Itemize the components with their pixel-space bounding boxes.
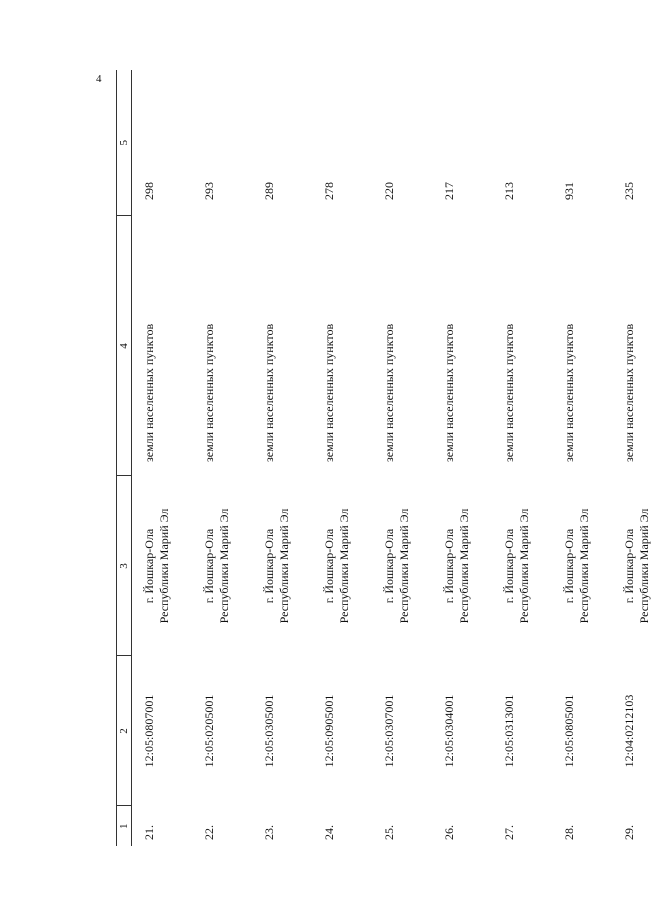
- table-row: [192, 70, 252, 846]
- area-value: 213: [502, 182, 516, 200]
- row-number: 22.: [202, 825, 216, 840]
- table-row: [312, 70, 372, 846]
- location-region: Республики Марий Эл: [457, 508, 471, 624]
- cadastral-number: 12:05:0807001: [142, 694, 156, 768]
- header-col-1: 1: [116, 806, 132, 846]
- header-col-2: 2: [116, 656, 132, 806]
- location-region: Республики Марий Эл: [217, 508, 231, 624]
- land-category: земли населенных пунктов: [382, 323, 396, 462]
- cadastral-number: 12:05:0304001: [442, 694, 456, 768]
- cadastral-number: 12:05:0905001: [322, 694, 336, 768]
- location-region: Республики Марий Эл: [397, 508, 411, 624]
- location-cell: [192, 476, 252, 656]
- table-header: [116, 70, 132, 846]
- row-number: 26.: [442, 825, 456, 840]
- location-region: Республики Марий Эл: [277, 508, 291, 624]
- cadastral-number: 12:05:0313001: [502, 694, 516, 768]
- location-region: Республики Марий Эл: [517, 508, 531, 624]
- row-number: 23.: [262, 825, 276, 840]
- location-city: г. Йошкар-Ола: [142, 528, 156, 604]
- location-city: г. Йошкар-Ола: [322, 528, 336, 604]
- table-row: [552, 70, 612, 846]
- header-col-5: 5: [116, 70, 132, 216]
- location-region: Республики Марий Эл: [637, 508, 651, 624]
- land-category: земли населенных пунктов: [322, 323, 336, 462]
- location-cell: [432, 476, 492, 656]
- land-category: земли населенных пунктов: [502, 323, 516, 462]
- location-city: г. Йошкар-Ола: [562, 528, 576, 604]
- location-city: г. Йошкар-Ола: [622, 528, 636, 604]
- location-region: Республики Марий Эл: [337, 508, 351, 624]
- row-number: 21.: [142, 825, 156, 840]
- row-number: 28.: [562, 825, 576, 840]
- table-top-border: [116, 70, 117, 846]
- location-cell: [252, 476, 312, 656]
- land-category: земли населенных пунктов: [622, 323, 636, 462]
- table-row: [372, 70, 432, 846]
- row-number: 27.: [502, 825, 516, 840]
- area-value: 217: [442, 182, 456, 200]
- cadastral-number: 12:05:0305001: [262, 694, 276, 768]
- table-row: [252, 70, 312, 846]
- land-category: земли населенных пунктов: [262, 323, 276, 462]
- area-value: 278: [322, 182, 336, 200]
- location-city: г. Йошкар-Ола: [262, 528, 276, 604]
- area-value: 298: [142, 182, 156, 200]
- page-number: 4: [96, 73, 102, 85]
- location-region: Республики Марий Эл: [577, 508, 591, 624]
- land-category: земли населенных пунктов: [142, 323, 156, 462]
- rotated-table-container: [116, 70, 651, 846]
- area-value: 235: [622, 182, 636, 200]
- header-col-4: 4: [116, 216, 132, 476]
- row-number: 25.: [382, 825, 396, 840]
- location-cell: [132, 476, 193, 656]
- cadastral-number: 12:05:0205001: [202, 694, 216, 768]
- location-city: г. Йошкар-Ола: [502, 528, 516, 604]
- location-city: г. Йошкар-Ола: [202, 528, 216, 604]
- location-city: г. Йошкар-Ола: [382, 528, 396, 604]
- table-row: [132, 70, 193, 846]
- table-row: [432, 70, 492, 846]
- location-city: г. Йошкар-Ола: [442, 528, 456, 604]
- cadastral-number: 12:05:0805001: [562, 694, 576, 768]
- cadastral-number: 12:05:0307001: [382, 694, 396, 768]
- location-region: Республики Марий Эл: [157, 508, 171, 624]
- row-number: 24.: [322, 825, 336, 840]
- area-value: 289: [262, 182, 276, 200]
- area-value: 293: [202, 182, 216, 200]
- row-number: 29.: [622, 825, 636, 840]
- area-value: 931: [562, 182, 576, 200]
- table-body: [132, 70, 672, 846]
- land-category: земли населенных пунктов: [442, 323, 456, 462]
- land-category: земли населенных пунктов: [202, 323, 216, 462]
- land-category: земли населенных пунктов: [562, 323, 576, 462]
- area-value: 220: [382, 182, 396, 200]
- cadastral-number: 12:04:0212103: [622, 694, 636, 768]
- header-col-3: 3: [116, 476, 132, 656]
- location-cell: [372, 476, 432, 656]
- header-row: [116, 70, 132, 846]
- location-cell: [312, 476, 372, 656]
- location-cell: [612, 476, 672, 656]
- table-row: [612, 70, 672, 846]
- land-plots-table: [116, 70, 672, 846]
- location-cell: [492, 476, 552, 656]
- table-row: [492, 70, 552, 846]
- location-cell: [552, 476, 612, 656]
